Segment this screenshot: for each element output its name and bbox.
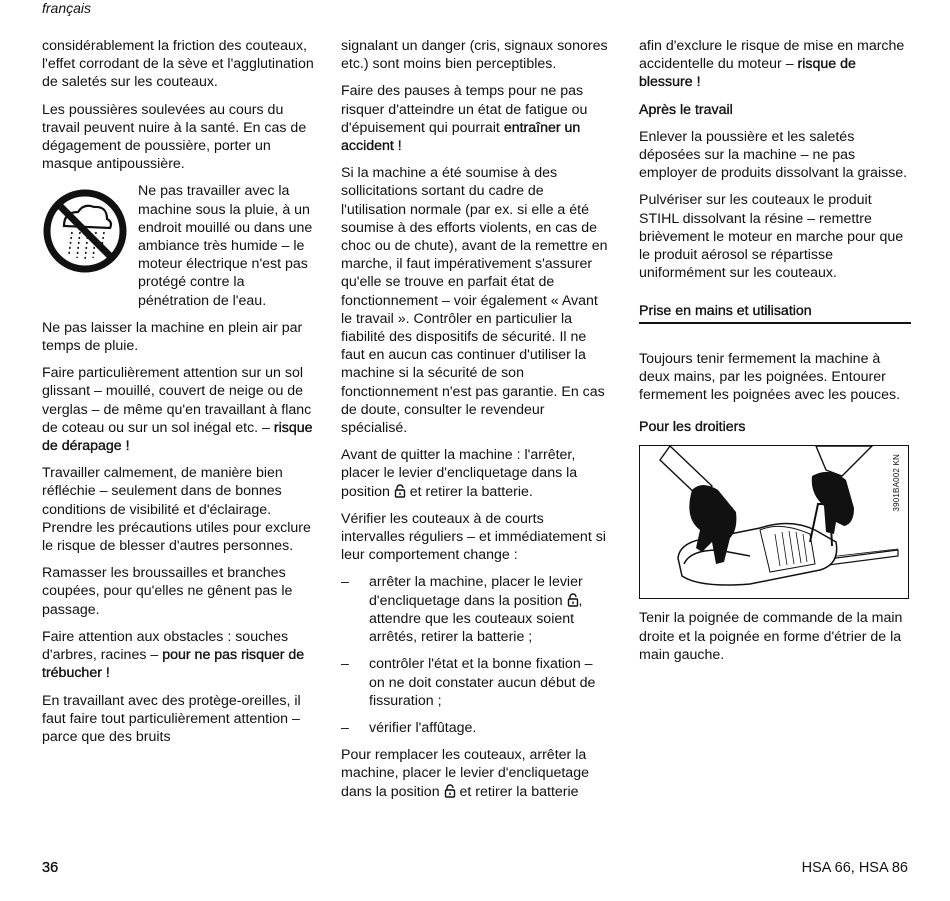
model-name: HSA 66, HSA 86 [801,860,908,876]
paragraph: En travaillant avec des protège-oreilles, il faut faire tout particulièrement attention – parce que des bruits [42,692,301,745]
paragraph: Si la machine a été soumise à des sollicitations sortant du cadre de l'utilisation normale (par ex. si elle a été soumise à des efforts violents, en cas de choc ou de chute), avant de la remettre en marche, il faut impérativement s'assurer qu'elle se trouve en parfait état de fonctionnement – voir également « Avant le travail ». Contrôler en particulier la fiabilité des dispositifs de sécurité. Il ne faut en aucun cas continuer d'utiliser la machine si la sécurité de son fonctionnement n'est pas garantie. En cas de doute, consulter le revendeur spécialisé. [341,165,608,437]
paragraph: signalant un danger (cris, signaux sonores etc.) sont moins bien perceptibles. [341,38,608,73]
paragraph: Vérifier les couteaux à de courts intervalles réguliers – et immédiatement si leur comportement change : [341,510,606,564]
no-rain-icon [42,188,128,274]
heading-after-work: Après le travail [639,101,733,118]
paragraph: afin d'exclure le risque de mise en marche accidentelle du moteur – risque de blessure ! [639,38,905,91]
paragraph: Enlever la poussière et les saletés déposées sur la machine – ne pas employer de produits dissolvant la graisse. [639,128,908,182]
rain-warning-text: Ne pas travailler avec la machine sous la pluie, à un endroit mouillé ou dans une ambiance très humide – le moteur électrique n'est pas protégé contre la pénétration de l'eau. [138,183,313,309]
heading-right-handed: Pour les droitiers [639,419,746,436]
warning-emphasis: risque de blessure ! [639,56,856,91]
paragraph: Travailler calmement, de manière bien réfléchie – seulement dans de bonnes conditions de visibilité et d'éclairage. Prendre les précautions utiles pour exclure le risque de blesser d'autres personnes. [42,465,311,555]
lock-icon [567,593,579,607]
hedge-trimmer-illustration [640,446,908,598]
lock-icon [394,484,406,498]
lock-icon [444,784,456,798]
paragraph: Ne pas laisser la machine en plein air par temps de pluie. [42,319,303,355]
list-item: – arrêter la machine, placer le levier d'encliquetage dans la position , attendre que les couteaux soient arrêtés, retirer la batterie ; [341,574,583,646]
list-item: – vérifier l'affûtage. [341,719,477,736]
paragraph: Pulvériser sur les couteaux le produit STIHL dissolvant la résine – remettre brièvement le moteur en marche pour que le produit aérosol se répartisse uniformément sur les couteaux. [639,192,904,282]
column-2 [341,37,611,810]
rain-warning [42,182,314,309]
section-title: Prise en mains et utilisation [639,302,911,323]
paragraph: Ramasser les broussailles et branches coupées, pour qu'elles ne gênent pas le passage. [42,565,293,618]
list-item: – contrôler l'état et la bonne fixation – on ne doit constater aucun début de fissuration ; [341,656,596,709]
column-3 [639,37,911,673]
paragraph: Les poussières soulevées au cours du travail peuvent nuire à la santé. En cas de dégagement de poussière, porter un masque antipoussière. [42,101,307,173]
paragraph: Avant de quitter la machine : l'arrêter, placer le levier d'encliquetage dans la position et retirer la batterie. [341,447,578,500]
paragraph: Faire des pauses à temps pour ne pas risquer d'atteindre un état de fatigue ou d'épuisement qui pourrait entraîner un accident ! [341,83,588,155]
page-number: 36 [42,860,59,876]
paragraph: Faire attention aux obstacles : souches d'arbres, racines – pour ne pas risquer de trébucher ! [42,628,305,682]
header-language: français [42,0,92,16]
paragraph: Tenir la poignée de commande de la main droite et la poignée en forme d'étrier de la main gauche. [639,610,903,663]
figure-code: 3901BA002 KN [891,454,901,513]
paragraph: Pour remplacer les couteaux, arrêter la machine, placer le levier d'encliquetage dans la position et retirer la batterie [341,747,589,800]
paragraph: Toujours tenir fermement la machine à deux mains, par les poignées. Entourer fermement les poignées avec les pouces. [639,350,901,404]
warning-emphasis: entraîner un accident ! [341,119,581,155]
warning-emphasis: pour ne pas risquer de trébucher ! [42,647,305,682]
paragraph: considérablement la friction des couteaux, l'effet corrodant de la sève et l'agglutination de saletés sur les couteaux. [42,38,314,91]
column-1 [42,37,314,755]
warning-emphasis: risque de dérapage ! [42,419,313,455]
figure-hedge-trimmer [639,445,909,599]
paragraph: Faire particulièrement attention sur un sol glissant – mouillé, couvert de neige ou de verglas – de même qu'en travaillant à flanc de coteau ou sur un sol inégal etc. – risque de dérapage ! [42,365,313,455]
